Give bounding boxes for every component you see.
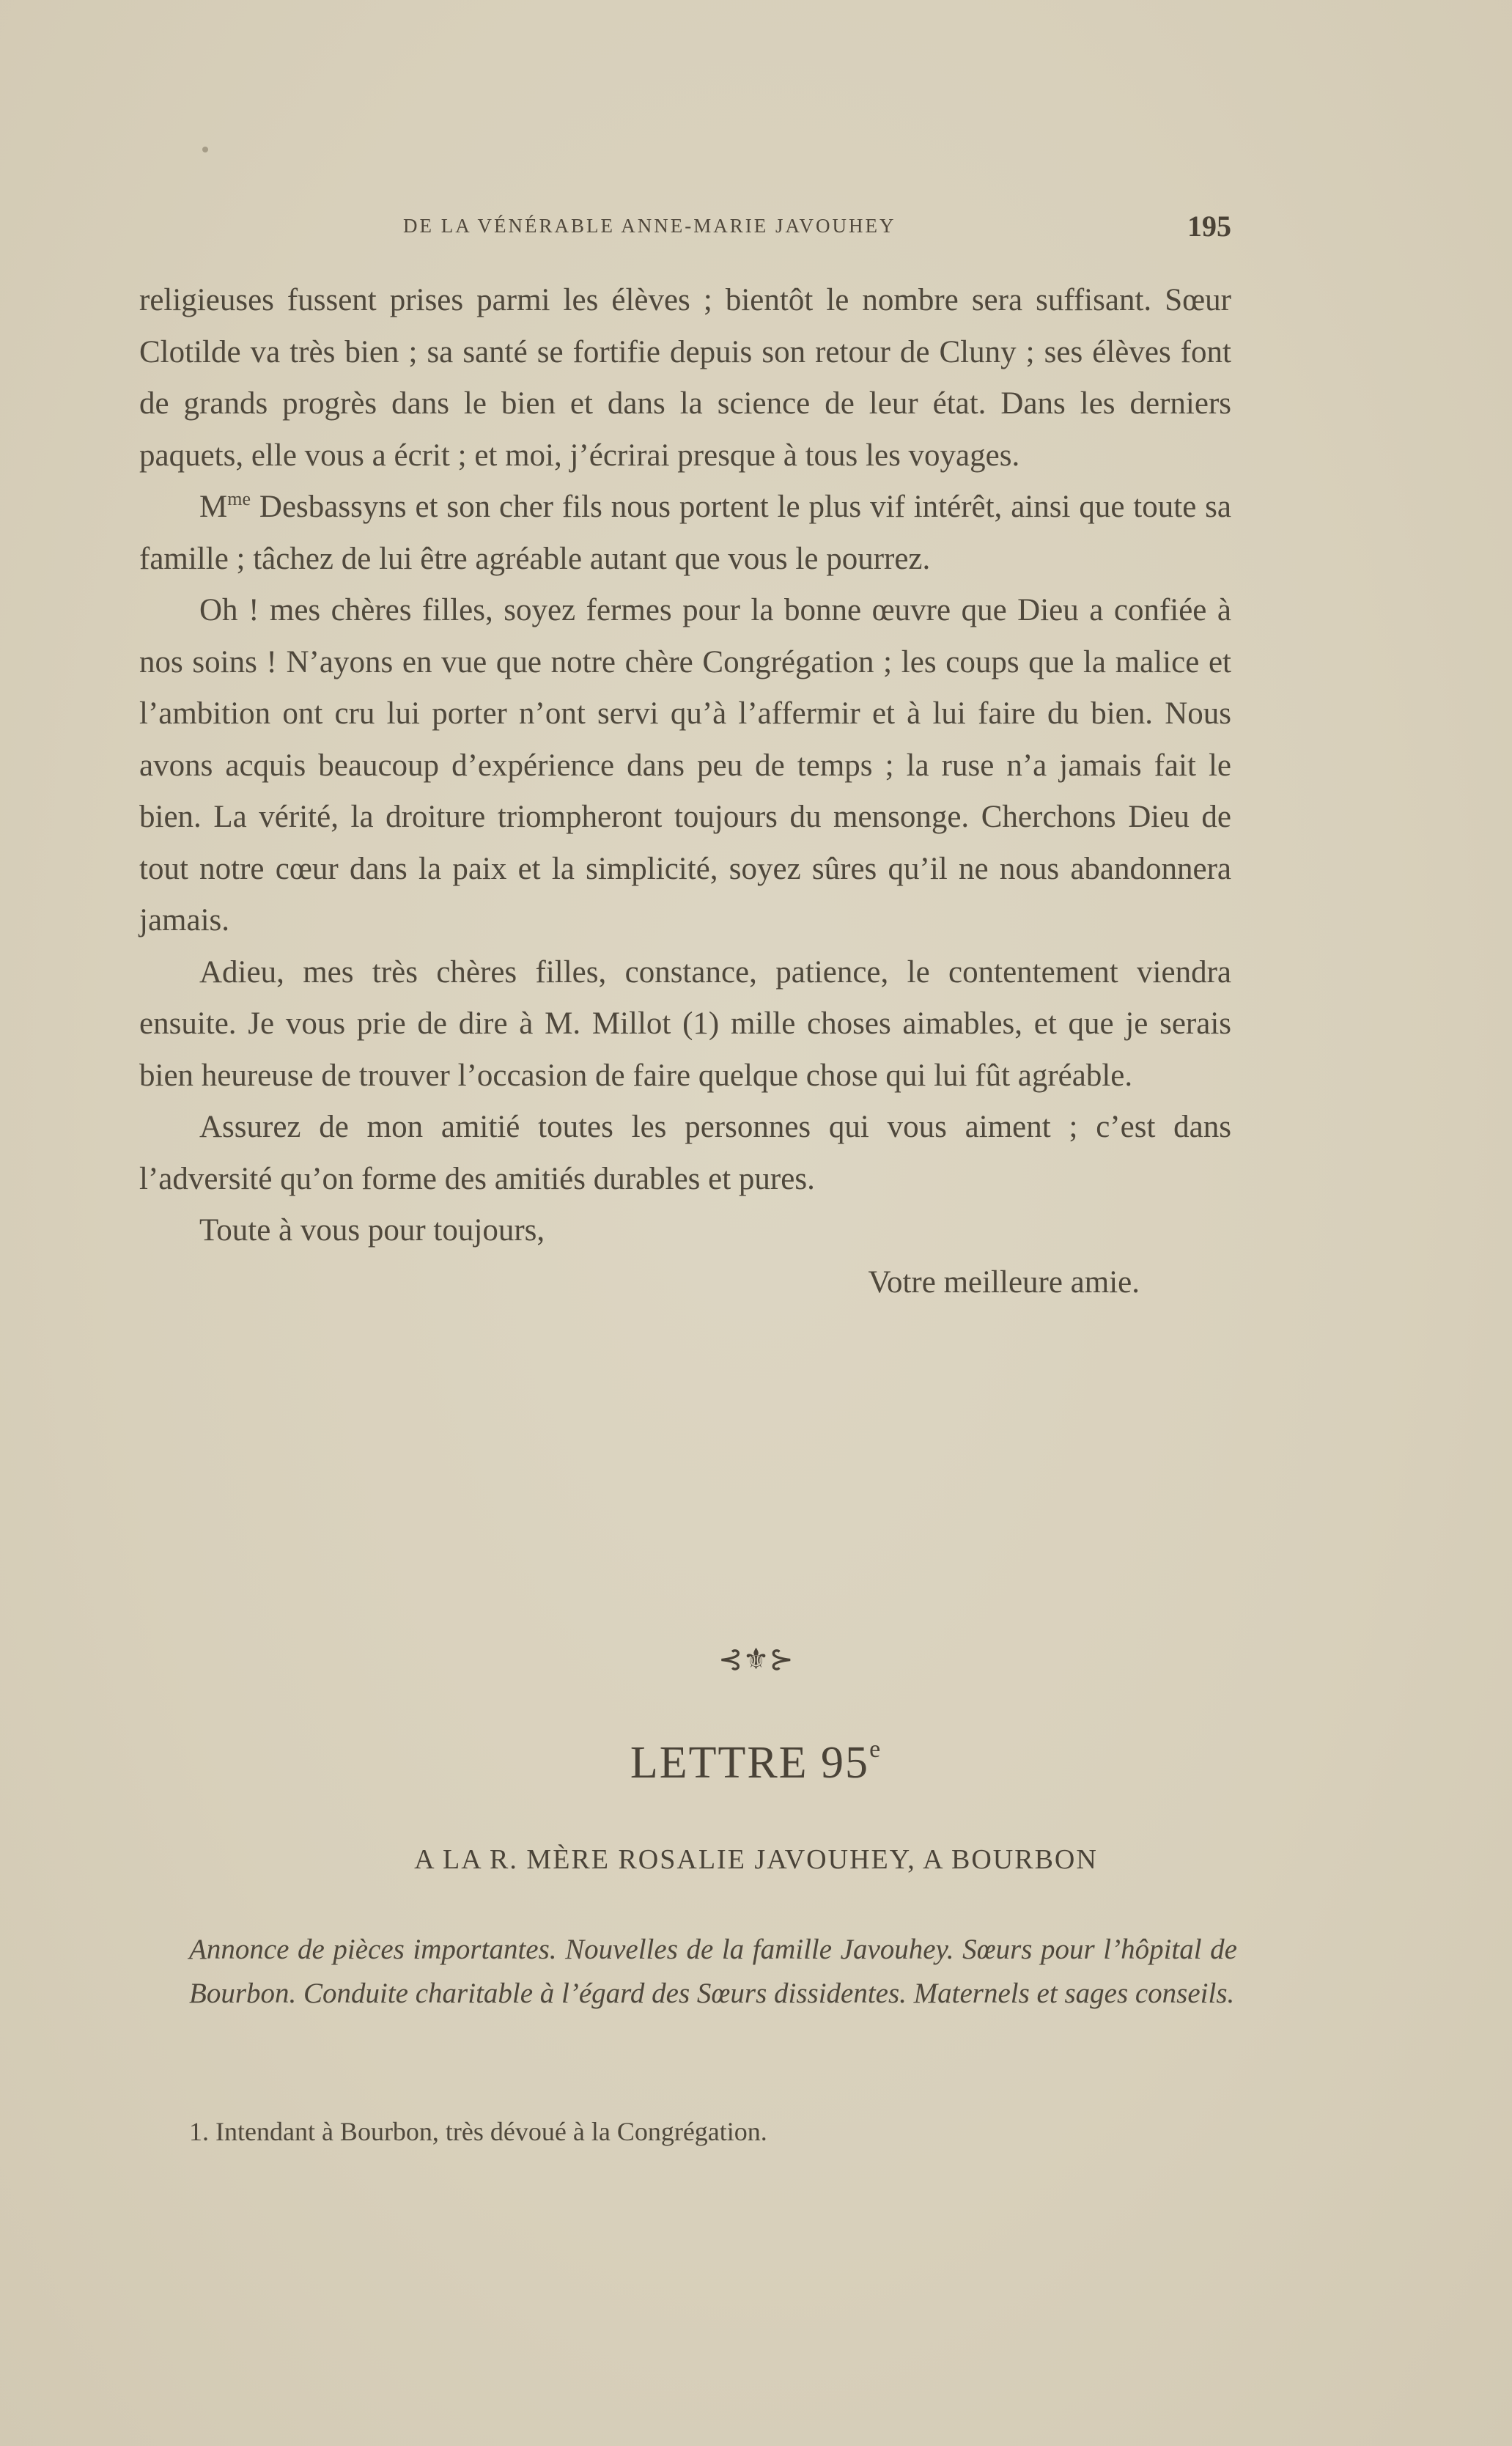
closing-line: Toute à vous pour toujours, (199, 1213, 545, 1248)
letter-title-superscript: e (869, 1736, 882, 1763)
honorific-superscript: me (227, 488, 251, 509)
letter-summary: Annonce de pièces importantes. Nouvelles de la famille Javouhey. Sœurs pour l’hôpital de Bourbon. Conduite charitable à l’égard des Sœurs dissidentes. Maternels et sages conseils. (189, 1934, 1237, 2009)
running-head (139, 209, 1231, 246)
letter-title: LETTRE 95 (630, 1738, 870, 1788)
honorific: M (199, 490, 228, 524)
paragraph-4: Adieu, mes très chères filles, constance, patience, le contentement viendra ensuite. Je vous prie de dire à M. Millot (1) mille choses aimables, et que je serais bien heureuse de trouver l’occasion de faire quelque chose qui lui fût agréable. (139, 954, 1231, 1093)
section-ornament: ⊰⚜⊱ (718, 1643, 794, 1676)
paragraph-2-text: Desbassyns et son cher fils nous portent le plus vif intérêt, ainsi que toute sa famille ; tâchez de lui être agréable autant que vous le pourrez. (139, 490, 1231, 576)
paragraph-1: religieuses fussent prises parmi les élèves ; bientôt le nombre sera suffisant. Sœur Clotilde va très bien ; sa santé se fortifie depuis son retour de Cluny ; ses élèves font de grands progrès dans le bien et dans la science de leur état. Dans les derniers paquets, elle vous a écrit ; et moi, j’écrirai presque à tous les voyages. (139, 283, 1231, 473)
paragraph-2 (139, 482, 1231, 585)
page-number: 195 (1187, 210, 1231, 243)
letter-body (139, 275, 1231, 1308)
signature: Votre meilleure amie. (868, 1264, 1140, 1300)
running-title: DE LA VÉNÉRABLE ANNE-MARIE JAVOUHEY (403, 215, 896, 237)
footnote: 1. Intendant à Bourbon, très dévoué à la Congrégation. (189, 2117, 767, 2146)
letter-heading (0, 1737, 1512, 1789)
paragraph-3: Oh ! mes chères filles, soyez fermes pour la bonne œuvre que Dieu a confiée à nos soins ! N’ayons en vue que notre chère Congrégation ; les coups que la malice et l’ambition ont cru lui porter n’ont servi qu’à l’affermir et à lui faire du bien. Nous avons acquis beaucoup d’expérience dans peu de temps ; la ruse n’a jamais fait le bien. La vérité, la droiture triompheront toujours du mensonge. Cherchons Dieu de tout notre cœur dans la paix et la simplicité, soyez sûres qu’il ne nous abandonnera jamais. (139, 593, 1231, 937)
paper-speck (202, 147, 208, 152)
letter-recipient: A LA R. MÈRE ROSALIE JAVOUHEY, A BOURBON (414, 1844, 1098, 1875)
paragraph-5: Assurez de mon amitié toutes les personnes qui vous aiment ; c’est dans l’adversité qu’on forme des amitiés durables et pures. (139, 1110, 1231, 1196)
